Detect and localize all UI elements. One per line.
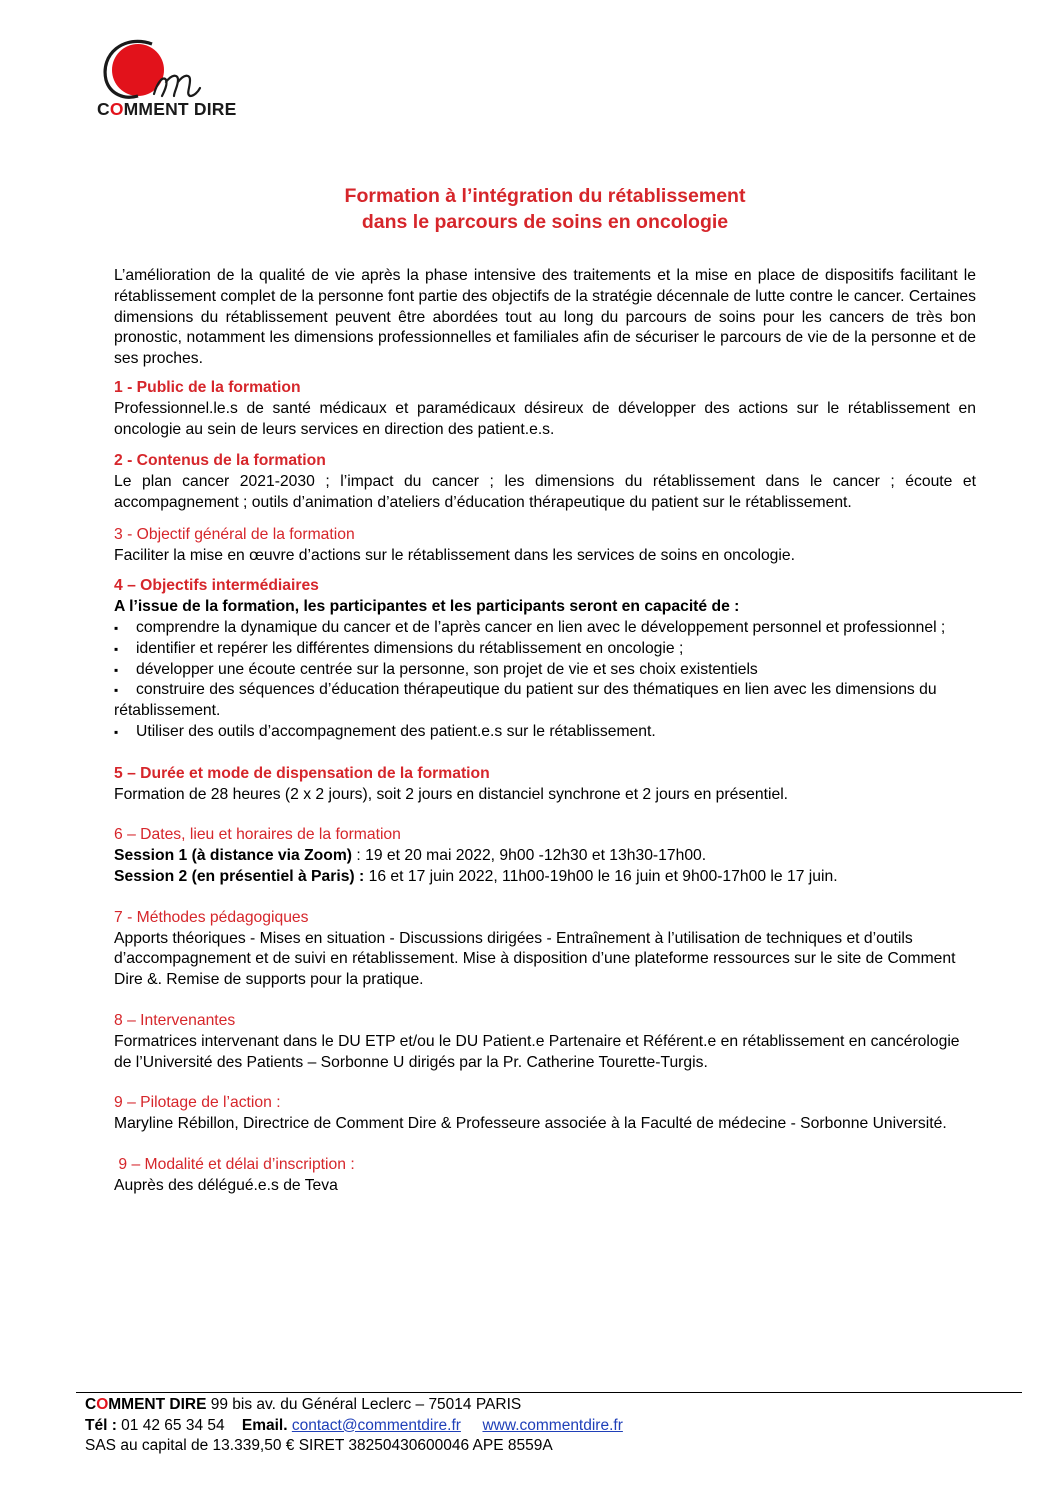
footer-divider: [76, 1392, 1022, 1393]
title-line-1: Formation à l’intégration du rétablissement: [344, 185, 746, 207]
section-body: Apports théoriques - Mises en situation - Discussions dirigées - Entraînement à l’utilisation de techniques et d’outils d’accompagnement et de suivi en rétablissement. Mise à disposition d’une plateforme ressources sur le site de Comment Dire &. Remise de supports pour la pratique.: [114, 929, 956, 989]
section-body: Le plan cancer 2021-2030 ; l’impact du cancer ; les dimensions du rétablissement dans le cancer ; écoute et accompagnement ; outils d’animation d’ateliers d’éducation thérapeutique du patient sur le rétablissement.: [114, 473, 976, 511]
company-logo: [94, 36, 244, 122]
section-heading: 3 - Objectif général de la formation: [114, 525, 355, 543]
section-intervenantes: [114, 1011, 976, 1073]
document-title: [0, 183, 1058, 235]
title-line-2: dans le parcours de soins en oncologie: [361, 211, 729, 233]
objectives-list: [114, 618, 976, 743]
email-link[interactable]: contact@commentdire.fr: [291, 1416, 461, 1434]
section-body: Faciliter la mise en œuvre d’actions sur le rétablissement dans les services de soins en oncologie.: [114, 546, 795, 564]
objectives-lead: A l’issue de la formation, les participantes et les participants seront en capacité de :: [114, 598, 740, 616]
intro-paragraph: L’amélioration de la qualité de vie après la phase intensive des traitements et la mise en place de dispositifs facilitant le rétablissement complet de la personne font partie des objectifs de la stratégie décennale de lutte contre le cancer. Certaines dimensions du rétablissement peuvent être abordées tout au long du parcours de soins pour les cancers de très bon pronostic, notamment les dimensions professionnelles et familiales afin de sécuriser le parcours de vie de la personne et de ses proches.: [114, 267, 976, 368]
footer-address-line: COMMENT DIRE 99 bis av. du Général Leclerc – 75014 PARIS: [85, 1396, 522, 1413]
section-heading: 9 – Pilotage de l’action :: [114, 1094, 281, 1112]
section-public: [114, 378, 976, 440]
section-objectif-general: [114, 525, 976, 567]
section-heading: 8 – Intervenantes: [114, 1011, 236, 1029]
section-heading: 2 - Contenus de la formation: [114, 452, 326, 470]
bullet-icon: ▪: [114, 683, 119, 698]
bullet-icon: ▪: [114, 620, 119, 635]
list-item: ▪ construire des séquences d’éducation thérapeutique du patient sur des thématiques en lien avec les dimensions du rétablissement.: [114, 681, 937, 720]
document-body: [114, 266, 976, 1196]
section-heading: 4 – Objectifs intermédiaires: [114, 577, 319, 595]
section-objectifs-intermediaires: [114, 576, 976, 742]
section-body: Formatrices intervenant dans le DU ETP et/ou le DU Patient.e Partenaire et Référent.e en rétablissement en cancérologie de l’Université des Patients – Sorbonne U dirigés par la Pr. Catherine Tourette-Turgis.: [114, 1032, 960, 1071]
section-contenus: [114, 451, 976, 513]
list-item: ▪ Utiliser des outils d’accompagnement des patient.e.s sur le rétablissement.: [114, 722, 976, 743]
section-heading: 6 – Dates, lieu et horaires de la formation: [114, 826, 401, 844]
section-body: Formation de 28 heures (2 x 2 jours), soit 2 jours en distanciel synchrone et 2 jours en présentiel.: [114, 785, 789, 803]
logo-mark-icon: [94, 36, 244, 102]
section-body: Maryline Rébillon, Directrice de Comment Dire & Professeure associée à la Faculté de médecine - Sorbonne Université.: [114, 1115, 947, 1133]
bullet-icon: ▪: [114, 724, 119, 739]
section-pilotage: [114, 1093, 976, 1135]
section-duree: [114, 764, 976, 806]
bullet-icon: ▪: [114, 641, 119, 656]
logo-wordmark: COMMENT DIRE: [97, 99, 237, 119]
section-heading: 5 – Durée et mode de dispensation de la formation: [114, 764, 490, 782]
section-heading: 7 - Méthodes pédagogiques: [114, 908, 309, 926]
website-link[interactable]: www.commentdire.fr: [482, 1416, 623, 1434]
section-body: Professionnel.le.s de santé médicaux et paramédicaux désireux de développer des actions sur le rétablissement en oncologie au sein de leurs services en direction des patient.e.s.: [114, 399, 976, 438]
section-heading: 9 – Modalité et délai d’inscription :: [114, 1155, 355, 1173]
section-heading: 1 - Public de la formation: [114, 378, 301, 396]
footer-legal-line: SAS au capital de 13.339,50 € SIRET 38250430600046 APE 8559A: [85, 1437, 553, 1455]
session-1: Session 1 (à distance via Zoom) : 19 et 20 mai 2022, 9h00 -12h30 et 13h30-17h00.: [114, 847, 707, 865]
footer-contact-line: Tél : 01 42 65 34 54 Email. contact@commentdire.fr www.commentdire.fr: [85, 1416, 623, 1434]
section-dates: [114, 825, 976, 887]
section-body: Auprès des délégué.e.s de Teva: [114, 1176, 338, 1194]
section-inscription: [114, 1155, 976, 1197]
section-methodes: [114, 908, 976, 991]
list-item: ▪ identifier et repérer les différentes dimensions du rétablissement en oncologie ;: [114, 639, 976, 660]
bullet-icon: ▪: [114, 662, 119, 677]
footer: [85, 1395, 985, 1457]
session-2: Session 2 (en présentiel à Paris) : 16 et 17 juin 2022, 11h00-19h00 le 16 juin et 9h00-17h00 le 17 juin.: [114, 867, 838, 885]
list-item: ▪ développer une écoute centrée sur la personne, son projet de vie et ses choix existentiels: [114, 660, 976, 681]
list-item: ▪ comprendre la dynamique du cancer et de l’après cancer en lien avec le développement personnel et professionnel ;: [114, 618, 976, 639]
